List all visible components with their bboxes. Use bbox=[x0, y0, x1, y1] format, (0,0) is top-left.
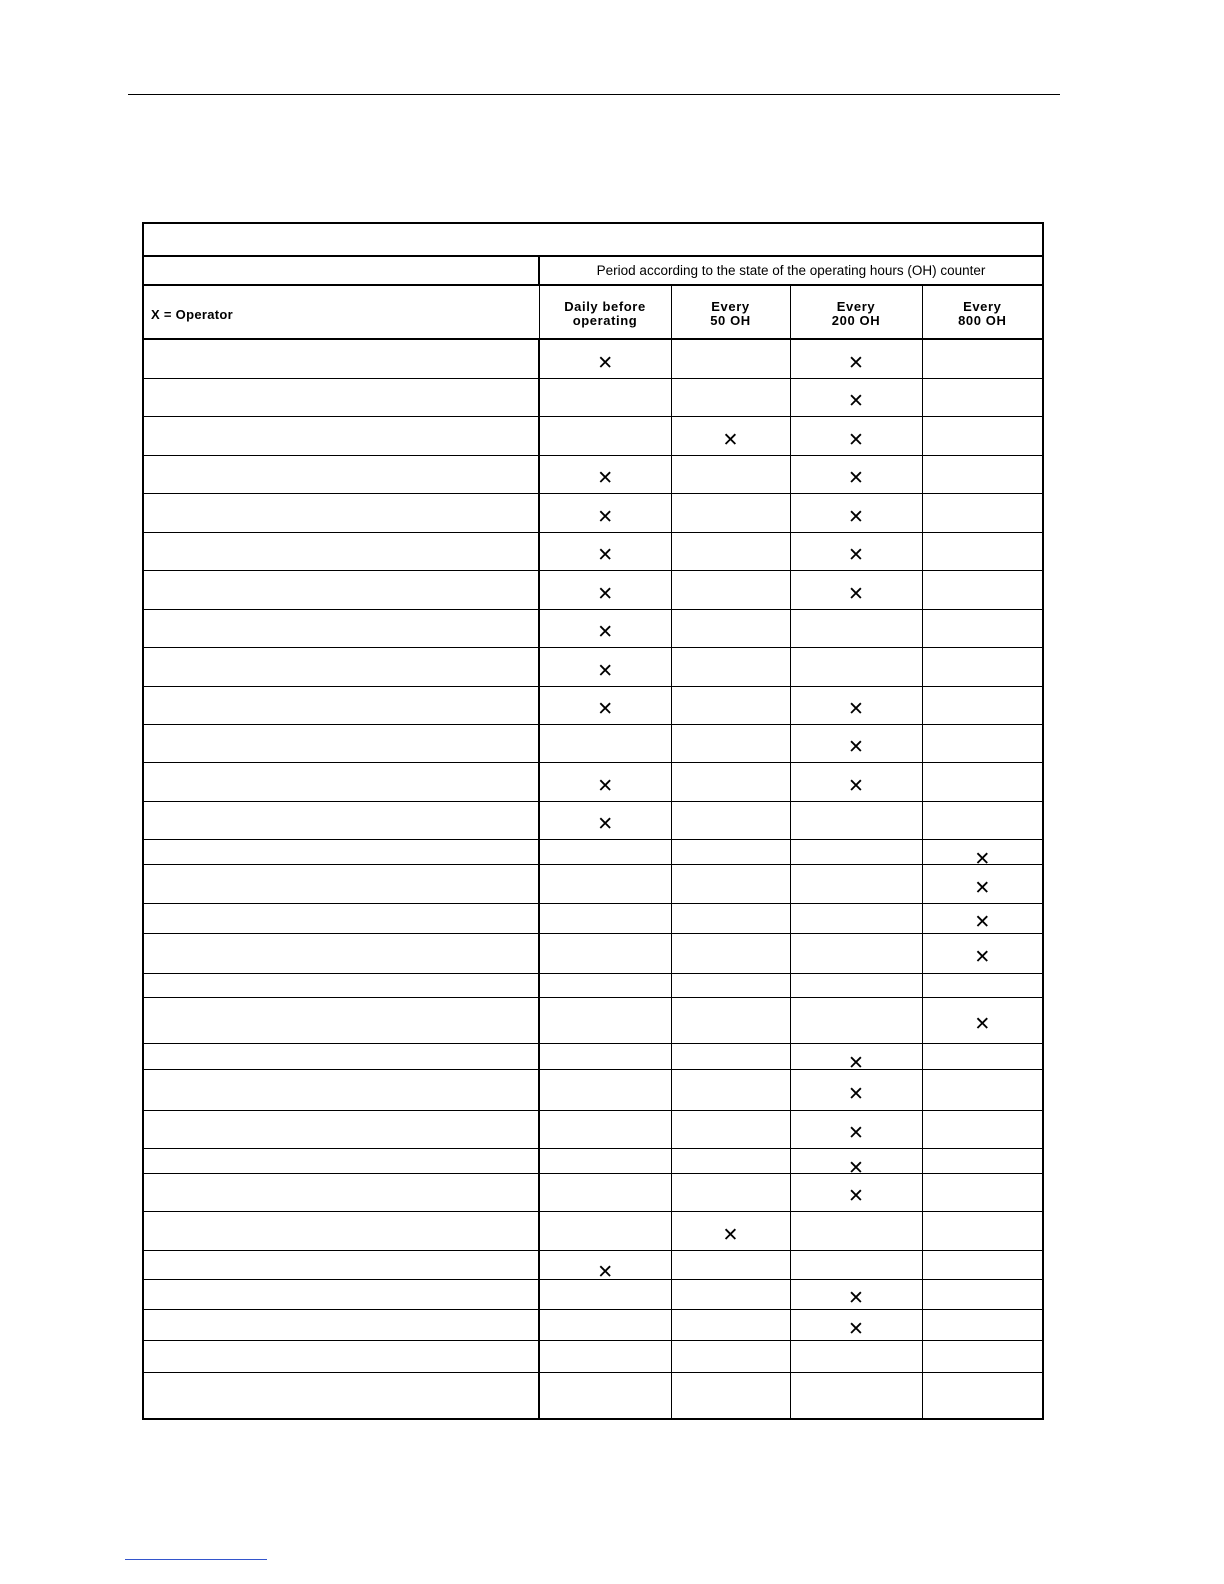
task-cell bbox=[143, 839, 539, 864]
mark-cell bbox=[790, 1372, 922, 1419]
mark-cell bbox=[539, 1250, 671, 1283]
mark-cell bbox=[922, 973, 1043, 997]
mark-cell bbox=[790, 1110, 922, 1148]
task-cell bbox=[143, 1043, 539, 1069]
col-200oh-line2: 200 OH bbox=[831, 313, 881, 328]
mark-cell bbox=[671, 609, 790, 647]
table-row bbox=[143, 1211, 1043, 1250]
mark-cell bbox=[922, 455, 1043, 493]
col-200oh bbox=[790, 285, 922, 339]
task-cell bbox=[143, 493, 539, 532]
mark-cell bbox=[539, 1069, 671, 1110]
table-row bbox=[143, 724, 1043, 762]
task-cell bbox=[143, 903, 539, 933]
mark-cell bbox=[790, 1279, 922, 1309]
check-x-icon: ✕ bbox=[848, 1156, 864, 1179]
mark-cell bbox=[671, 1148, 790, 1173]
mark-cell bbox=[790, 864, 922, 903]
check-x-icon: ✕ bbox=[974, 946, 991, 968]
check-x-icon: ✕ bbox=[597, 813, 614, 835]
mark-cell bbox=[539, 973, 671, 997]
mark-cell bbox=[671, 532, 790, 570]
check-x-icon: ✕ bbox=[597, 467, 614, 489]
mark-cell bbox=[790, 1148, 922, 1179]
mark-cell bbox=[922, 997, 1043, 1043]
task-cell bbox=[143, 609, 539, 647]
table-row bbox=[143, 455, 1043, 493]
mark-cell bbox=[922, 839, 1043, 870]
table-row bbox=[143, 973, 1043, 997]
mark-cell bbox=[539, 1279, 671, 1309]
mark-cell bbox=[539, 762, 671, 801]
col-800oh bbox=[922, 285, 1043, 339]
table-row bbox=[143, 1250, 1043, 1279]
table-title-row bbox=[143, 223, 1043, 256]
mark-cell bbox=[671, 647, 790, 686]
mark-cell bbox=[922, 493, 1043, 532]
task-cell bbox=[143, 1211, 539, 1250]
col-800oh-line2: 800 OH bbox=[958, 313, 1007, 328]
mark-cell bbox=[671, 801, 790, 839]
check-x-icon: ✕ bbox=[597, 544, 614, 566]
task-cell bbox=[143, 339, 539, 378]
task-cell bbox=[143, 933, 539, 973]
mark-cell bbox=[790, 1250, 922, 1279]
task-cell bbox=[143, 1110, 539, 1148]
check-x-icon: ✕ bbox=[848, 698, 864, 720]
table-row bbox=[143, 339, 1043, 378]
check-x-icon: ✕ bbox=[597, 582, 614, 605]
mark-cell bbox=[671, 933, 790, 973]
mark-cell bbox=[671, 973, 790, 997]
task-cell bbox=[143, 416, 539, 455]
task-cell bbox=[143, 647, 539, 686]
mark-cell bbox=[922, 1148, 1043, 1173]
check-x-icon: ✕ bbox=[848, 774, 864, 797]
check-x-icon: ✕ bbox=[597, 1260, 614, 1283]
mark-cell bbox=[790, 378, 922, 416]
check-x-icon: ✕ bbox=[974, 911, 991, 933]
mark-cell bbox=[790, 1340, 922, 1372]
table-row bbox=[143, 532, 1043, 570]
mark-cell bbox=[671, 455, 790, 493]
check-x-icon: ✕ bbox=[848, 736, 864, 758]
mark-cell bbox=[922, 762, 1043, 801]
table-row bbox=[143, 762, 1043, 801]
mark-cell bbox=[539, 933, 671, 973]
mark-cell bbox=[922, 686, 1043, 724]
mark-cell bbox=[922, 1211, 1043, 1250]
mark-cell bbox=[790, 1043, 922, 1074]
check-x-icon: ✕ bbox=[848, 467, 864, 489]
mark-cell bbox=[922, 864, 1043, 903]
col-50oh-line2: 50 OH bbox=[710, 313, 751, 328]
mark-cell bbox=[790, 903, 922, 933]
mark-cell bbox=[671, 839, 790, 864]
mark-cell bbox=[671, 686, 790, 724]
mark-cell bbox=[922, 532, 1043, 570]
mark-cell bbox=[790, 416, 922, 455]
mark-cell bbox=[922, 1340, 1043, 1372]
mark-cell bbox=[539, 864, 671, 903]
mark-cell bbox=[671, 903, 790, 933]
task-cell bbox=[143, 997, 539, 1043]
mark-cell bbox=[790, 724, 922, 762]
mark-cell bbox=[671, 1279, 790, 1309]
mark-cell bbox=[671, 1069, 790, 1110]
table-row bbox=[143, 839, 1043, 864]
check-x-icon: ✕ bbox=[848, 428, 864, 451]
mark-cell bbox=[671, 864, 790, 903]
mark-cell bbox=[539, 686, 671, 724]
mark-cell bbox=[539, 1340, 671, 1372]
table-row bbox=[143, 570, 1043, 609]
mark-cell bbox=[790, 762, 922, 801]
period-header-row bbox=[143, 256, 1043, 285]
mark-cell bbox=[539, 1372, 671, 1419]
task-cell bbox=[143, 1279, 539, 1309]
check-x-icon: ✕ bbox=[722, 428, 739, 451]
col-50oh-line1: Every bbox=[711, 299, 750, 314]
task-cell bbox=[143, 570, 539, 609]
mark-cell bbox=[539, 1043, 671, 1069]
mark-cell bbox=[790, 973, 922, 997]
mark-cell bbox=[539, 1148, 671, 1173]
mark-cell bbox=[922, 609, 1043, 647]
table-row bbox=[143, 647, 1043, 686]
check-x-icon: ✕ bbox=[722, 1223, 739, 1246]
mark-cell bbox=[790, 609, 922, 647]
table-row bbox=[143, 609, 1043, 647]
mark-cell bbox=[922, 1279, 1043, 1309]
mark-cell bbox=[922, 1173, 1043, 1211]
mark-cell bbox=[671, 762, 790, 801]
table-row bbox=[143, 416, 1043, 455]
mark-cell bbox=[539, 339, 671, 378]
mark-cell bbox=[671, 1110, 790, 1148]
mark-cell bbox=[671, 1043, 790, 1069]
check-x-icon: ✕ bbox=[597, 351, 614, 374]
task-cell bbox=[143, 801, 539, 839]
table-row bbox=[143, 493, 1043, 532]
mark-cell bbox=[539, 997, 671, 1043]
mark-cell bbox=[922, 1309, 1043, 1340]
mark-cell bbox=[671, 997, 790, 1043]
mark-cell bbox=[922, 1250, 1043, 1279]
check-x-icon: ✕ bbox=[848, 1082, 864, 1105]
mark-cell bbox=[671, 1309, 790, 1340]
table-row bbox=[143, 378, 1043, 416]
mark-cell bbox=[671, 1250, 790, 1279]
check-x-icon: ✕ bbox=[848, 351, 864, 374]
mark-cell bbox=[922, 416, 1043, 455]
table-row bbox=[143, 864, 1043, 903]
mark-cell bbox=[922, 570, 1043, 609]
check-x-icon: ✕ bbox=[597, 505, 614, 528]
mark-cell bbox=[539, 416, 671, 455]
table-row bbox=[143, 686, 1043, 724]
mark-cell bbox=[539, 724, 671, 762]
mark-cell bbox=[539, 378, 671, 416]
table-row bbox=[143, 1279, 1043, 1309]
mark-cell bbox=[790, 839, 922, 864]
period-header: Period according to the state of the operating hours (OH) counter bbox=[539, 256, 1043, 285]
task-cell bbox=[143, 1148, 539, 1173]
mark-cell bbox=[790, 570, 922, 609]
task-cell bbox=[143, 762, 539, 801]
mark-cell bbox=[790, 1309, 922, 1340]
task-cell bbox=[143, 864, 539, 903]
mark-cell bbox=[922, 801, 1043, 839]
footnote-rule bbox=[125, 1559, 267, 1560]
mark-cell bbox=[671, 493, 790, 532]
schedule-body bbox=[143, 339, 1043, 1419]
table-row bbox=[143, 1173, 1043, 1211]
mark-cell bbox=[790, 686, 922, 724]
task-cell bbox=[143, 455, 539, 493]
mark-cell bbox=[671, 570, 790, 609]
mark-cell bbox=[790, 1173, 922, 1211]
mark-cell bbox=[790, 455, 922, 493]
mark-cell bbox=[539, 493, 671, 532]
check-x-icon: ✕ bbox=[848, 1287, 864, 1309]
mark-cell bbox=[922, 378, 1043, 416]
check-x-icon: ✕ bbox=[848, 1052, 864, 1074]
check-x-icon: ✕ bbox=[848, 1122, 864, 1144]
maintenance-schedule-table bbox=[142, 222, 1044, 1420]
mark-cell bbox=[790, 647, 922, 686]
mark-cell bbox=[539, 801, 671, 839]
mark-cell bbox=[790, 532, 922, 570]
mark-cell bbox=[922, 1069, 1043, 1110]
table-row bbox=[143, 1309, 1043, 1340]
col-200oh-line1: Every bbox=[836, 299, 876, 314]
mark-cell bbox=[790, 1211, 922, 1250]
table-title bbox=[143, 223, 1043, 256]
task-cell bbox=[143, 973, 539, 997]
check-x-icon: ✕ bbox=[848, 1185, 864, 1207]
mark-cell bbox=[671, 724, 790, 762]
mark-cell bbox=[790, 493, 922, 532]
check-x-icon: ✕ bbox=[974, 1013, 991, 1035]
col-50oh bbox=[671, 285, 790, 339]
mark-cell bbox=[922, 1110, 1043, 1148]
mark-cell bbox=[539, 839, 671, 864]
mark-cell bbox=[671, 1211, 790, 1250]
period-header-blank bbox=[143, 256, 539, 285]
task-cell bbox=[143, 1372, 539, 1419]
mark-cell bbox=[539, 1211, 671, 1250]
mark-cell bbox=[539, 532, 671, 570]
task-cell bbox=[143, 1173, 539, 1211]
mark-cell bbox=[671, 339, 790, 378]
mark-cell bbox=[539, 1110, 671, 1148]
task-cell bbox=[143, 1309, 539, 1340]
table-row bbox=[143, 903, 1043, 933]
mark-cell bbox=[539, 1309, 671, 1340]
table-row bbox=[143, 1069, 1043, 1110]
task-cell bbox=[143, 378, 539, 416]
check-x-icon: ✕ bbox=[974, 876, 991, 899]
col-daily-line2: operating bbox=[572, 313, 638, 328]
mark-cell bbox=[922, 1043, 1043, 1069]
mark-cell bbox=[790, 1069, 922, 1110]
mark-cell bbox=[539, 647, 671, 686]
mark-cell bbox=[671, 1372, 790, 1419]
table-row bbox=[143, 1110, 1043, 1148]
table-row bbox=[143, 801, 1043, 839]
table-row bbox=[143, 997, 1043, 1043]
legend-operator: X = Operator bbox=[143, 285, 539, 339]
task-cell bbox=[143, 532, 539, 570]
check-x-icon: ✕ bbox=[848, 582, 864, 605]
table-row bbox=[143, 1372, 1043, 1419]
mark-cell bbox=[539, 455, 671, 493]
table-row bbox=[143, 933, 1043, 973]
check-x-icon: ✕ bbox=[848, 544, 864, 566]
check-x-icon: ✕ bbox=[597, 621, 614, 643]
check-x-icon: ✕ bbox=[848, 1317, 864, 1340]
table-row bbox=[143, 1148, 1043, 1173]
mark-cell bbox=[922, 933, 1043, 973]
mark-cell bbox=[922, 1372, 1043, 1419]
check-x-icon: ✕ bbox=[597, 659, 614, 682]
mark-cell bbox=[922, 724, 1043, 762]
mark-cell bbox=[790, 997, 922, 1043]
task-cell bbox=[143, 1250, 539, 1279]
check-x-icon: ✕ bbox=[597, 774, 614, 797]
check-x-icon: ✕ bbox=[974, 847, 991, 870]
check-x-icon: ✕ bbox=[597, 698, 614, 720]
mark-cell bbox=[539, 609, 671, 647]
mark-cell bbox=[671, 1173, 790, 1211]
col-daily bbox=[539, 285, 671, 339]
task-cell bbox=[143, 1069, 539, 1110]
mark-cell bbox=[922, 647, 1043, 686]
mark-cell bbox=[671, 378, 790, 416]
table-row bbox=[143, 1340, 1043, 1372]
mark-cell bbox=[790, 339, 922, 378]
check-x-icon: ✕ bbox=[848, 390, 864, 412]
task-cell bbox=[143, 724, 539, 762]
mark-cell bbox=[539, 903, 671, 933]
mark-cell bbox=[790, 801, 922, 839]
mark-cell bbox=[671, 1340, 790, 1372]
column-header-row bbox=[143, 285, 1043, 339]
col-800oh-line1: Every bbox=[963, 299, 1002, 314]
header-rule bbox=[128, 94, 1060, 95]
col-daily-line1: Daily before bbox=[564, 299, 646, 314]
mark-cell bbox=[922, 339, 1043, 378]
task-cell bbox=[143, 686, 539, 724]
mark-cell bbox=[539, 1173, 671, 1211]
mark-cell bbox=[671, 416, 790, 455]
mark-cell bbox=[790, 933, 922, 973]
mark-cell bbox=[922, 903, 1043, 933]
task-cell bbox=[143, 1340, 539, 1372]
mark-cell bbox=[539, 570, 671, 609]
table-row bbox=[143, 1043, 1043, 1069]
check-x-icon: ✕ bbox=[848, 505, 864, 528]
